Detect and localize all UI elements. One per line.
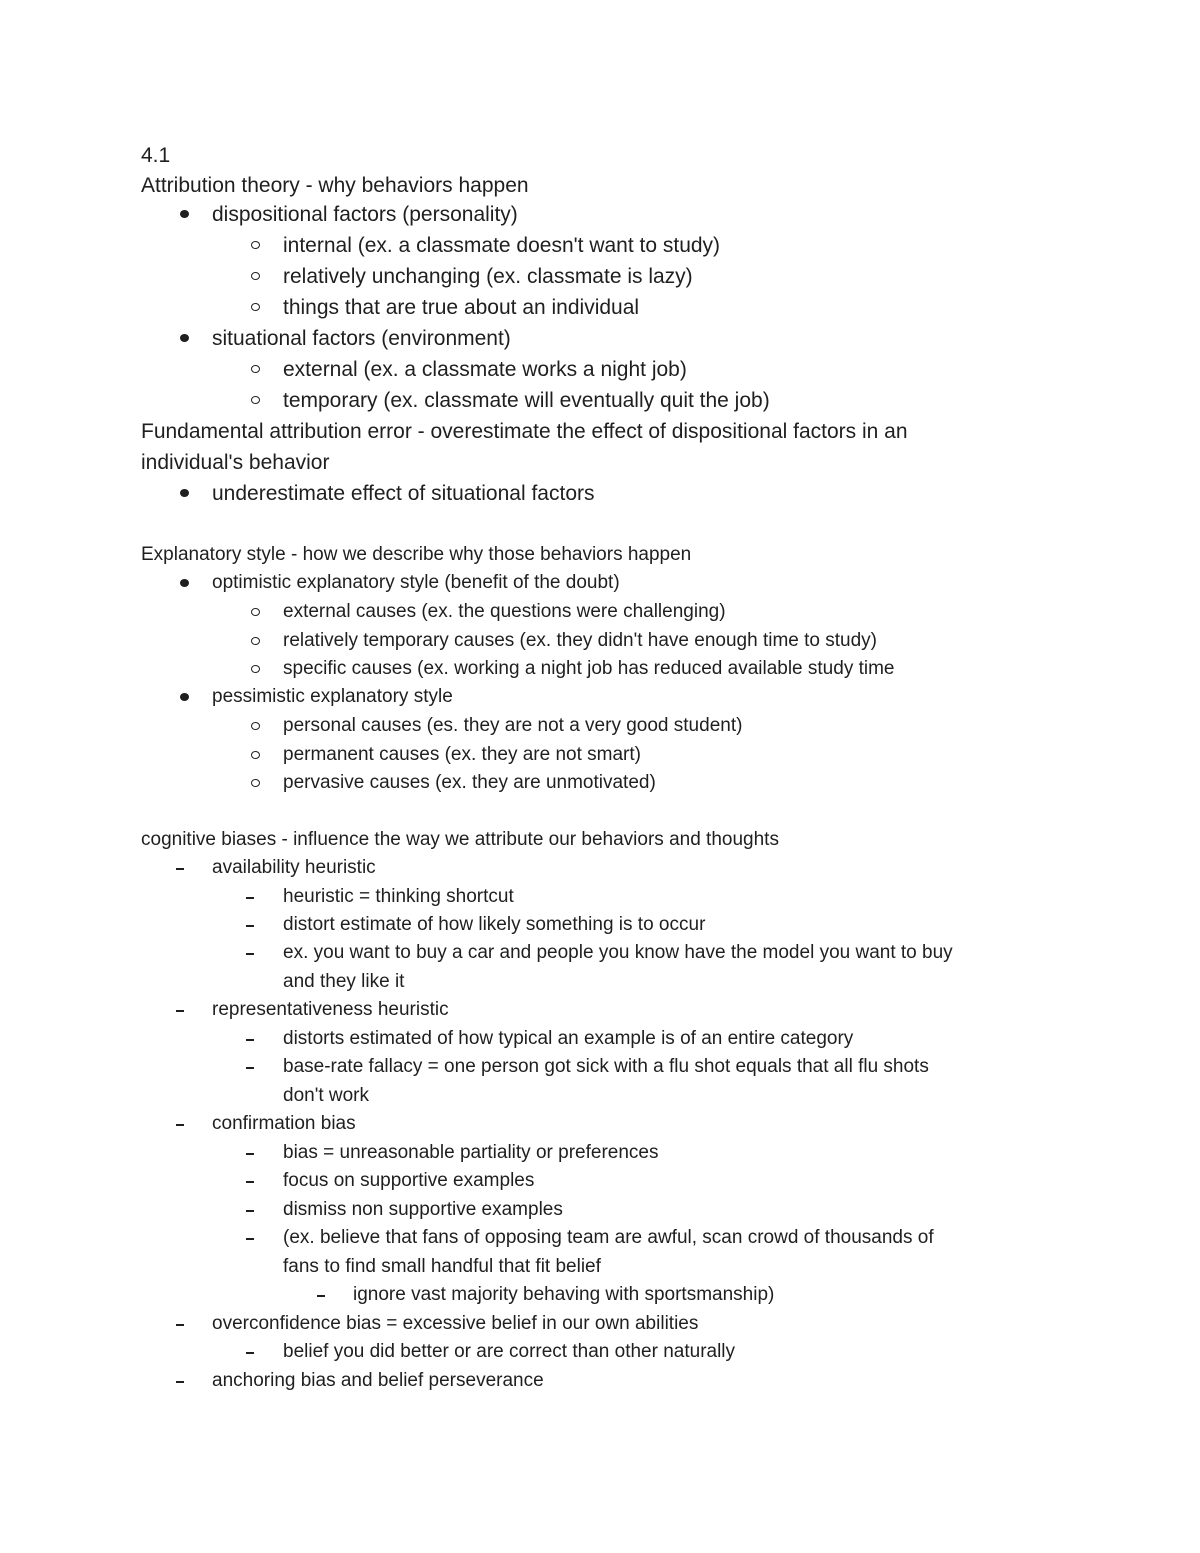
anchoring-label: anchoring bias and belief perseverance bbox=[212, 1370, 544, 1391]
list-item: specific causes (ex. working a night job has reduced available study time bbox=[283, 658, 895, 679]
attribution-heading: Attribution theory - why behaviors happen bbox=[141, 174, 529, 197]
bullet-circle-icon bbox=[251, 303, 260, 311]
bullet-dash-icon bbox=[246, 1238, 254, 1240]
list-item: heuristic = thinking shortcut bbox=[283, 886, 514, 907]
list-item: personal causes (es. they are not a very good student) bbox=[283, 715, 743, 736]
fae-heading-line1: Fundamental attribution error - overestimate the effect of dispositional factors in an bbox=[141, 420, 908, 443]
bullet-circle-icon bbox=[251, 751, 260, 759]
overconfidence-label: overconfidence bias = excessive belief in our own abilities bbox=[212, 1313, 699, 1334]
pessimistic-label: pessimistic explanatory style bbox=[212, 686, 453, 707]
bullet-dash-icon bbox=[176, 868, 184, 870]
dispositional-label: dispositional factors (personality) bbox=[212, 203, 518, 226]
bullet-dash-icon bbox=[246, 1181, 254, 1183]
list-item-continued: fans to find small handful that fit belief bbox=[283, 1256, 601, 1277]
list-item: temporary (ex. classmate will eventually quit the job) bbox=[283, 389, 770, 412]
bullet-circle-icon bbox=[251, 637, 260, 645]
list-item: relatively unchanging (ex. classmate is lazy) bbox=[283, 265, 693, 288]
list-item: focus on supportive examples bbox=[283, 1170, 535, 1191]
bullet-circle-icon bbox=[251, 722, 260, 730]
explanatory-heading: Explanatory style - how we describe why those behaviors happen bbox=[141, 544, 692, 565]
list-item-continued: don't work bbox=[283, 1085, 370, 1106]
fae-heading-line2: individual's behavior bbox=[141, 451, 330, 474]
bullet-dash-icon bbox=[176, 1124, 184, 1126]
bullet-circle-icon bbox=[251, 241, 260, 249]
list-item: permanent causes (ex. they are not smart) bbox=[283, 744, 641, 765]
bullet-dash-icon bbox=[246, 1067, 254, 1069]
bullet-dash-icon bbox=[246, 1039, 254, 1041]
list-item: bias = unreasonable partiality or preferences bbox=[283, 1142, 659, 1163]
confirmation-label: confirmation bias bbox=[212, 1113, 356, 1134]
bullet-dot-icon bbox=[180, 693, 189, 701]
bullet-circle-icon bbox=[251, 665, 260, 673]
bullet-circle-icon bbox=[251, 396, 260, 404]
bullet-circle-icon bbox=[251, 272, 260, 280]
section-number: 4.1 bbox=[141, 144, 171, 167]
bullet-circle-icon bbox=[251, 608, 260, 616]
list-item: dismiss non supportive examples bbox=[283, 1199, 563, 1220]
list-item: distort estimate of how likely something is to occur bbox=[283, 914, 706, 935]
list-item: pervasive causes (ex. they are unmotivated) bbox=[283, 772, 656, 793]
list-item: internal (ex. a classmate doesn't want to study) bbox=[283, 234, 721, 257]
availability-label: availability heuristic bbox=[212, 857, 376, 878]
bullet-dash-icon bbox=[246, 925, 254, 927]
bullet-dash-icon bbox=[246, 1153, 254, 1155]
bullet-dash-icon bbox=[246, 1210, 254, 1212]
bullet-circle-icon bbox=[251, 365, 260, 373]
list-item: (ex. believe that fans of opposing team are awful, scan crowd of thousands of bbox=[283, 1227, 934, 1248]
list-item: things that are true about an individual bbox=[283, 296, 640, 319]
list-item: ex. you want to buy a car and people you know have the model you want to buy bbox=[283, 942, 953, 963]
list-item: relatively temporary causes (ex. they didn't have enough time to study) bbox=[283, 630, 877, 651]
bullet-dot-icon bbox=[180, 579, 189, 587]
list-item: ignore vast majority behaving with sportsmanship) bbox=[353, 1284, 775, 1305]
bullet-dash-icon bbox=[176, 1324, 184, 1326]
representativeness-label: representativeness heuristic bbox=[212, 999, 449, 1020]
list-item: base-rate fallacy = one person got sick with a flu shot equals that all flu shots bbox=[283, 1056, 929, 1077]
cognitive-heading: cognitive biases - influence the way we attribute our behaviors and thoughts bbox=[141, 829, 779, 850]
situational-label: situational factors (environment) bbox=[212, 327, 511, 350]
bullet-dot-icon bbox=[180, 210, 189, 218]
optimistic-label: optimistic explanatory style (benefit of the doubt) bbox=[212, 572, 620, 593]
bullet-dash-icon bbox=[176, 1381, 184, 1383]
bullet-circle-icon bbox=[251, 779, 260, 787]
bullet-dash-icon bbox=[246, 1352, 254, 1354]
list-item: external (ex. a classmate works a night job) bbox=[283, 358, 687, 381]
list-item: underestimate effect of situational factors bbox=[212, 482, 595, 505]
list-item: distorts estimated of how typical an example is of an entire category bbox=[283, 1028, 854, 1049]
bullet-dot-icon bbox=[180, 489, 189, 497]
list-item-continued: and they like it bbox=[283, 971, 405, 992]
bullet-dash-icon bbox=[246, 953, 254, 955]
bullet-dot-icon bbox=[180, 334, 189, 342]
bullet-dash-icon bbox=[317, 1295, 325, 1297]
bullet-dash-icon bbox=[246, 897, 254, 899]
list-item: belief you did better or are correct than other naturally bbox=[283, 1341, 736, 1362]
list-item: external causes (ex. the questions were challenging) bbox=[283, 601, 726, 622]
bullet-dash-icon bbox=[176, 1010, 184, 1012]
